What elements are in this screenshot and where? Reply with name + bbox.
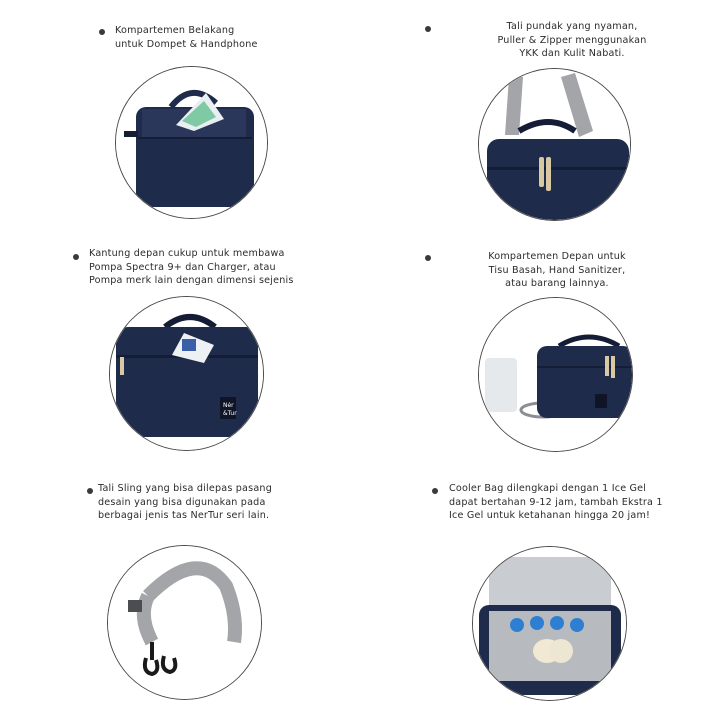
feature-caption: [98, 482, 272, 523]
feature-caption: [449, 482, 663, 523]
caption-line: Ice Gel untuk ketahanan hingga 20 jam!: [449, 510, 651, 522]
cooler-interior-photo: [472, 546, 627, 701]
bullet-icon: [432, 488, 438, 494]
bag-back-compartment-photo: [115, 66, 268, 219]
feature-caption: [115, 24, 258, 51]
caption-line: Pompa merk lain dengan dimensi sejenis: [89, 275, 294, 287]
caption-line: Kantung depan cukup untuk membawa: [89, 248, 285, 259]
caption-line: atau barang lainnya.: [505, 278, 609, 290]
caption-line: Kompartemen Depan untuk: [488, 251, 626, 262]
bullet-icon: [87, 488, 93, 494]
caption-line: Tali Sling yang bisa dilepas pasang: [98, 483, 272, 494]
caption-line: desain yang bisa digunakan pada: [98, 496, 266, 508]
brand-label-line: &Tur: [223, 410, 237, 417]
feature-caption: [472, 250, 642, 291]
bullet-icon: [99, 29, 105, 35]
caption-line: Kompartemen Belakang: [115, 25, 235, 36]
caption-line: Puller & Zipper menggunakan: [497, 34, 647, 46]
caption-line: dapat bertahan 9-12 jam, tambah Ekstra 1: [449, 496, 663, 508]
caption-line: berbagai jenis tas NerTur seri lain.: [98, 510, 270, 522]
front-pocket-pump-photo: [109, 296, 264, 451]
feature-caption: [472, 20, 672, 61]
feature-caption: [89, 247, 294, 288]
caption-line: Tisu Basah, Hand Sanitizer,: [488, 264, 626, 276]
sling-strap-photo: [107, 545, 262, 700]
bullet-icon: [73, 254, 79, 260]
caption-line: YKK dan Kulit Nabati.: [519, 48, 625, 60]
bullet-icon: [425, 255, 431, 261]
caption-line: Cooler Bag dilengkapi dengan 1 Ice Gel: [449, 483, 647, 494]
shoulder-strap-zipper-photo: [478, 68, 631, 221]
bullet-icon: [425, 26, 431, 32]
caption-line: Pompa Spectra 9+ dan Charger, atau: [89, 261, 276, 273]
brand-label-line: Nėr: [223, 402, 234, 409]
bag-with-icegel-photo: [478, 297, 633, 452]
caption-line: Tali pundak yang nyaman,: [506, 21, 638, 32]
caption-line: untuk Dompet & Handphone: [115, 38, 258, 50]
